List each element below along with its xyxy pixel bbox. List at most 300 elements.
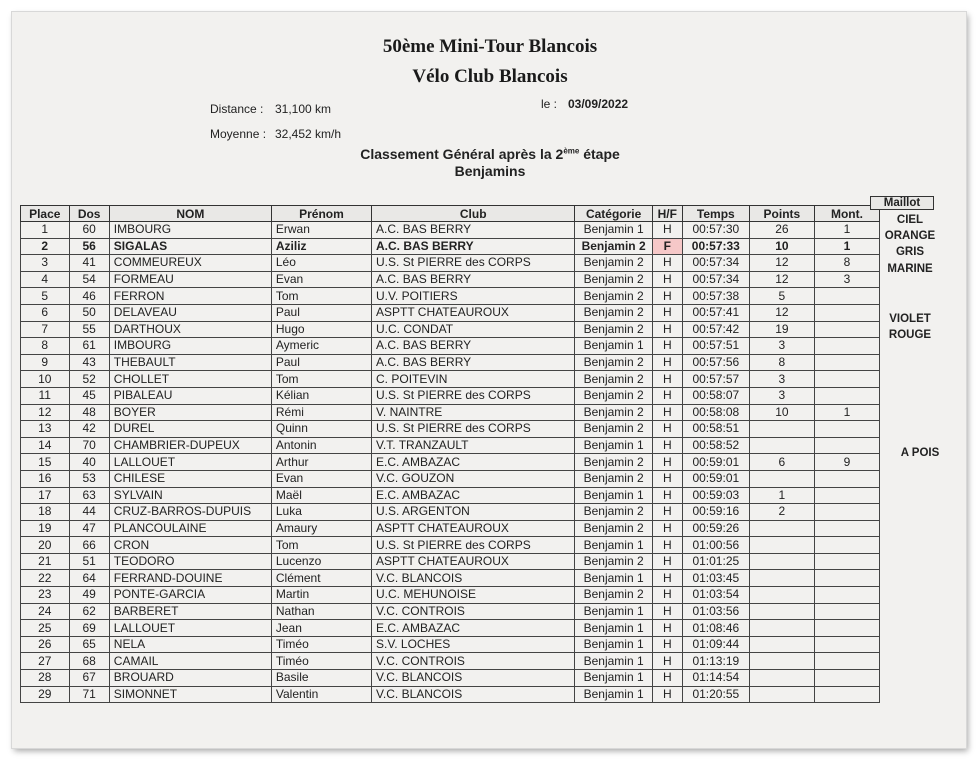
- cell-temps: 00:57:34: [682, 271, 749, 288]
- cell-points: 10: [749, 404, 814, 421]
- maillot-label: MARINE: [887, 263, 933, 275]
- cell-hf: H: [652, 603, 682, 620]
- cell-categorie: Benjamin 2: [575, 404, 652, 421]
- cell-dos: 51: [69, 553, 109, 570]
- cell-categorie: Benjamin 1: [575, 636, 652, 653]
- cell-points: 3: [749, 371, 814, 388]
- cell-temps: 00:58:07: [682, 387, 749, 404]
- table-row: [21, 653, 880, 670]
- cell-points: 12: [749, 304, 814, 321]
- cell-mont: [814, 421, 879, 438]
- cell-points: [749, 437, 814, 454]
- cell-place: 9: [21, 354, 70, 371]
- event-title: 50ème Mini-Tour Blancois: [382, 36, 598, 57]
- cell-categorie: Benjamin 2: [575, 553, 652, 570]
- cell-nom: PLANCOULAINE: [109, 520, 271, 537]
- cell-prenom: Basile: [271, 670, 371, 687]
- cell-hf: H: [652, 520, 682, 537]
- cell-temps: 01:08:46: [682, 620, 749, 637]
- cell-hf: H: [652, 636, 682, 653]
- cell-categorie: Benjamin 2: [575, 371, 652, 388]
- cell-dos: 53: [69, 470, 109, 487]
- date-value: 03/09/2022: [568, 97, 629, 111]
- cell-temps: 01:01:25: [682, 553, 749, 570]
- cell-prenom: Tom: [271, 371, 371, 388]
- cell-prenom: Evan: [271, 470, 371, 487]
- cell-mont: 3: [814, 271, 879, 288]
- cell-temps: 01:03:56: [682, 603, 749, 620]
- cell-place: 19: [21, 520, 70, 537]
- cell-hf: H: [652, 470, 682, 487]
- cell-place: 12: [21, 404, 70, 421]
- cell-prenom: Valentin: [271, 686, 371, 703]
- cell-club: C. POITEVIN: [372, 371, 575, 388]
- table-row: [21, 570, 880, 587]
- cell-prenom: Amaury: [271, 520, 371, 537]
- cell-mont: [814, 520, 879, 537]
- cell-nom: CAMAIL: [109, 653, 271, 670]
- table-row: [21, 255, 880, 272]
- cell-mont: 1: [814, 404, 879, 421]
- cell-club: V.C. GOUZON: [372, 470, 575, 487]
- cell-mont: 8: [814, 255, 879, 272]
- cell-categorie: Benjamin 2: [575, 354, 652, 371]
- maillot-label: A POIS: [900, 447, 940, 459]
- club-title: Vélo Club Blancois: [412, 66, 568, 87]
- cell-nom: LALLOUET: [109, 620, 271, 637]
- maillot-label: CIEL: [896, 214, 924, 226]
- cell-place: 8: [21, 338, 70, 355]
- cell-nom: CRUZ-BARROS-DUPUIS: [109, 504, 271, 521]
- cell-nom: SIMONNET: [109, 686, 271, 703]
- cell-prenom: Lucenzo: [271, 553, 371, 570]
- cell-nom: BARBERET: [109, 603, 271, 620]
- cell-temps: 00:59:01: [682, 470, 749, 487]
- cell-categorie: Benjamin 1: [575, 487, 652, 504]
- cell-points: 12: [749, 255, 814, 272]
- cell-mont: [814, 371, 879, 388]
- table-row: [21, 437, 880, 454]
- cell-temps: 00:57:57: [682, 371, 749, 388]
- table-row: [21, 304, 880, 321]
- maillot-label: VIOLET: [889, 313, 931, 325]
- cell-nom: CHOLLET: [109, 371, 271, 388]
- cell-temps: 00:59:01: [682, 454, 749, 471]
- cell-temps: 00:57:42: [682, 321, 749, 338]
- col-dos: Dos: [69, 206, 109, 222]
- cell-temps: 00:57:56: [682, 354, 749, 371]
- cell-place: 4: [21, 271, 70, 288]
- cell-prenom: Clément: [271, 570, 371, 587]
- cell-categorie: Benjamin 1: [575, 653, 652, 670]
- maillot-label: ROUGE: [888, 329, 932, 341]
- cell-categorie: Benjamin 2: [575, 321, 652, 338]
- cell-points: 3: [749, 338, 814, 355]
- cell-club: U.C. CONDAT: [372, 321, 575, 338]
- cell-prenom: Erwan: [271, 222, 371, 239]
- cell-hf: H: [652, 304, 682, 321]
- maillot-label: GRIS: [895, 246, 925, 258]
- cell-nom: SIGALAS: [109, 238, 271, 255]
- cell-points: [749, 653, 814, 670]
- table-row: [21, 288, 880, 305]
- cell-place: 1: [21, 222, 70, 239]
- cell-place: 23: [21, 587, 70, 604]
- cell-temps: 01:20:55: [682, 686, 749, 703]
- cell-categorie: Benjamin 2: [575, 421, 652, 438]
- table-row: [21, 470, 880, 487]
- col-temps: Temps: [682, 206, 749, 222]
- cell-points: 10: [749, 238, 814, 255]
- cell-nom: THEBAULT: [109, 354, 271, 371]
- cell-place: 13: [21, 421, 70, 438]
- cell-hf: H: [652, 670, 682, 687]
- cell-club: E.C. AMBAZAC: [372, 454, 575, 471]
- cell-categorie: Benjamin 2: [575, 304, 652, 321]
- col-points: Points: [749, 206, 814, 222]
- cell-nom: BROUARD: [109, 670, 271, 687]
- header-row: [21, 206, 880, 222]
- cell-hf: H: [652, 437, 682, 454]
- col-mont: Mont.: [814, 206, 879, 222]
- cell-temps: 00:57:33: [682, 238, 749, 255]
- cell-mont: 9: [814, 454, 879, 471]
- cell-categorie: Benjamin 1: [575, 537, 652, 554]
- cell-place: 17: [21, 487, 70, 504]
- cell-nom: TEODORO: [109, 553, 271, 570]
- cell-dos: 47: [69, 520, 109, 537]
- cell-nom: DELAVEAU: [109, 304, 271, 321]
- table-row: [21, 354, 880, 371]
- cell-points: 3: [749, 387, 814, 404]
- cell-place: 6: [21, 304, 70, 321]
- cell-hf: H: [652, 587, 682, 604]
- cell-prenom: Rémi: [271, 404, 371, 421]
- cell-hf: H: [652, 653, 682, 670]
- cell-club: A.C. BAS BERRY: [372, 238, 575, 255]
- cell-prenom: Aymeric: [271, 338, 371, 355]
- cell-temps: 01:14:54: [682, 670, 749, 687]
- table-row: [21, 421, 880, 438]
- cell-place: 27: [21, 653, 70, 670]
- cell-place: 28: [21, 670, 70, 687]
- date-label: le :: [541, 97, 558, 111]
- cell-dos: 68: [69, 653, 109, 670]
- cell-points: [749, 520, 814, 537]
- cell-mont: [814, 387, 879, 404]
- cell-temps: 01:13:19: [682, 653, 749, 670]
- cell-mont: [814, 570, 879, 587]
- cell-place: 16: [21, 470, 70, 487]
- cell-club: U.S. St PIERRE des CORPS: [372, 421, 575, 438]
- cell-dos: 65: [69, 636, 109, 653]
- table-row: [21, 587, 880, 604]
- cell-categorie: Benjamin 1: [575, 338, 652, 355]
- cell-prenom: Luka: [271, 504, 371, 521]
- cell-nom: DARTHOUX: [109, 321, 271, 338]
- cell-temps: 01:03:54: [682, 587, 749, 604]
- cell-nom: LALLOUET: [109, 454, 271, 471]
- cell-club: ASPTT CHATEAUROUX: [372, 520, 575, 537]
- cell-prenom: Tom: [271, 537, 371, 554]
- table-row: [21, 520, 880, 537]
- cell-hf: H: [652, 570, 682, 587]
- cell-dos: 55: [69, 321, 109, 338]
- table-row: [21, 553, 880, 570]
- cell-dos: 71: [69, 686, 109, 703]
- table-row: [21, 271, 880, 288]
- cell-nom: PIBALEAU: [109, 387, 271, 404]
- cell-points: [749, 636, 814, 653]
- cell-temps: 00:59:26: [682, 520, 749, 537]
- cell-mont: [814, 354, 879, 371]
- cell-points: [749, 686, 814, 703]
- cell-hf: H: [652, 454, 682, 471]
- cell-hf: H: [652, 421, 682, 438]
- cell-categorie: Benjamin 1: [575, 437, 652, 454]
- table-row: [21, 620, 880, 637]
- cell-prenom: Léo: [271, 255, 371, 272]
- col-nom: NOM: [109, 206, 271, 222]
- cell-mont: [814, 504, 879, 521]
- distance-value: 31,100 km: [275, 102, 332, 116]
- cell-prenom: Kélian: [271, 387, 371, 404]
- cell-mont: [814, 537, 879, 554]
- cell-mont: [814, 603, 879, 620]
- cell-club: S.V. LOCHES: [372, 636, 575, 653]
- table-row: [21, 537, 880, 554]
- cell-hf: H: [652, 620, 682, 637]
- cell-dos: 43: [69, 354, 109, 371]
- cell-club: A.C. BAS BERRY: [372, 271, 575, 288]
- cell-dos: 63: [69, 487, 109, 504]
- cell-prenom: Arthur: [271, 454, 371, 471]
- cell-nom: FORMEAU: [109, 271, 271, 288]
- cell-nom: CRON: [109, 537, 271, 554]
- cell-dos: 46: [69, 288, 109, 305]
- table-row: [21, 222, 880, 239]
- cell-club: V.T. TRANZAULT: [372, 437, 575, 454]
- cell-temps: 00:57:38: [682, 288, 749, 305]
- cell-dos: 42: [69, 421, 109, 438]
- cell-temps: 01:03:45: [682, 570, 749, 587]
- table-row: [21, 504, 880, 521]
- cell-club: U.S. St PIERRE des CORPS: [372, 537, 575, 554]
- cell-temps: 00:57:30: [682, 222, 749, 239]
- cell-place: 11: [21, 387, 70, 404]
- table-row: [21, 404, 880, 421]
- cell-nom: COMMEUREUX: [109, 255, 271, 272]
- cell-prenom: Maël: [271, 487, 371, 504]
- cell-prenom: Nathan: [271, 603, 371, 620]
- cell-prenom: Evan: [271, 271, 371, 288]
- cell-dos: 45: [69, 387, 109, 404]
- cell-hf: H: [652, 404, 682, 421]
- cell-mont: [814, 288, 879, 305]
- cell-prenom: Martin: [271, 587, 371, 604]
- cell-hf: H: [652, 387, 682, 404]
- cell-prenom: Timéo: [271, 636, 371, 653]
- cell-points: [749, 620, 814, 637]
- cell-points: [749, 603, 814, 620]
- cell-place: 7: [21, 321, 70, 338]
- cell-nom: SYLVAIN: [109, 487, 271, 504]
- cell-temps: 00:58:08: [682, 404, 749, 421]
- cell-hf: H: [652, 222, 682, 239]
- cell-mont: [814, 587, 879, 604]
- cell-categorie: Benjamin 2: [575, 587, 652, 604]
- cell-points: 1: [749, 487, 814, 504]
- col-prenom: Prénom: [271, 206, 371, 222]
- cell-place: 26: [21, 636, 70, 653]
- cell-dos: 67: [69, 670, 109, 687]
- category-heading: Benjamins: [454, 163, 526, 179]
- cell-points: [749, 537, 814, 554]
- cell-dos: 52: [69, 371, 109, 388]
- cell-prenom: Jean: [271, 620, 371, 637]
- cell-dos: 44: [69, 504, 109, 521]
- cell-nom: FERRAND-DOUINE: [109, 570, 271, 587]
- cell-categorie: Benjamin 2: [575, 520, 652, 537]
- distance-label: Distance :: [210, 102, 264, 116]
- cell-club: V.C. CONTROIS: [372, 653, 575, 670]
- cell-place: 3: [21, 255, 70, 272]
- cell-categorie: Benjamin 2: [575, 504, 652, 521]
- cell-place: 25: [21, 620, 70, 637]
- cell-points: [749, 670, 814, 687]
- cell-mont: [814, 653, 879, 670]
- table-row: [21, 636, 880, 653]
- cell-dos: 64: [69, 570, 109, 587]
- cell-nom: BOYER: [109, 404, 271, 421]
- cell-prenom: Paul: [271, 354, 371, 371]
- cell-club: U.S. St PIERRE des CORPS: [372, 387, 575, 404]
- cell-club: V.C. BLANCOIS: [372, 570, 575, 587]
- table-row: [21, 487, 880, 504]
- cell-hf: H: [652, 686, 682, 703]
- cell-club: V.C. CONTROIS: [372, 603, 575, 620]
- cell-hf: H: [652, 338, 682, 355]
- cell-place: 14: [21, 437, 70, 454]
- cell-points: 26: [749, 222, 814, 239]
- cell-dos: 70: [69, 437, 109, 454]
- col-place: Place: [21, 206, 70, 222]
- cell-prenom: Quinn: [271, 421, 371, 438]
- table-row: [21, 454, 880, 471]
- cell-points: [749, 553, 814, 570]
- cell-place: 22: [21, 570, 70, 587]
- cell-points: 19: [749, 321, 814, 338]
- cell-points: [749, 470, 814, 487]
- cell-club: E.C. AMBAZAC: [372, 620, 575, 637]
- cell-mont: [814, 670, 879, 687]
- cell-place: 2: [21, 238, 70, 255]
- cell-nom: PONTE-GARCIA: [109, 587, 271, 604]
- moyenne-label: Moyenne :: [210, 127, 267, 141]
- col-hf: H/F: [652, 206, 682, 222]
- cell-prenom: Antonin: [271, 437, 371, 454]
- cell-mont: [814, 487, 879, 504]
- cell-temps: 00:59:03: [682, 487, 749, 504]
- cell-temps: 01:00:56: [682, 537, 749, 554]
- cell-club: A.C. BAS BERRY: [372, 222, 575, 239]
- cell-hf: H: [652, 553, 682, 570]
- cell-categorie: Benjamin 1: [575, 222, 652, 239]
- classement-heading: Classement Général après la 2ème étape: [360, 146, 620, 162]
- cell-mont: 1: [814, 238, 879, 255]
- cell-hf: H: [652, 321, 682, 338]
- cell-place: 21: [21, 553, 70, 570]
- table-row: [21, 238, 880, 255]
- table-row: [21, 338, 880, 355]
- cell-club: E.C. AMBAZAC: [372, 487, 575, 504]
- cell-categorie: Benjamin 1: [575, 670, 652, 687]
- cell-temps: 00:57:41: [682, 304, 749, 321]
- col-club: Club: [372, 206, 575, 222]
- cell-club: V. NAINTRE: [372, 404, 575, 421]
- cell-prenom: Tom: [271, 288, 371, 305]
- cell-club: ASPTT CHATEAUROUX: [372, 553, 575, 570]
- cell-place: 29: [21, 686, 70, 703]
- cell-categorie: Benjamin 1: [575, 570, 652, 587]
- cell-categorie: Benjamin 2: [575, 470, 652, 487]
- cell-prenom: Hugo: [271, 321, 371, 338]
- cell-temps: 00:57:34: [682, 255, 749, 272]
- cell-mont: [814, 620, 879, 637]
- col-maillot: Maillot: [870, 196, 934, 210]
- cell-dos: 50: [69, 304, 109, 321]
- cell-hf: H: [652, 271, 682, 288]
- table-row: [21, 371, 880, 388]
- cell-dos: 66: [69, 537, 109, 554]
- cell-club: U.V. POITIERS: [372, 288, 575, 305]
- cell-dos: 69: [69, 620, 109, 637]
- cell-place: 10: [21, 371, 70, 388]
- cell-dos: 62: [69, 603, 109, 620]
- cell-nom: CHILESE: [109, 470, 271, 487]
- cell-place: 15: [21, 454, 70, 471]
- cell-hf: H: [652, 371, 682, 388]
- cell-place: 18: [21, 504, 70, 521]
- cell-mont: [814, 553, 879, 570]
- cell-club: U.S. St PIERRE des CORPS: [372, 255, 575, 272]
- cell-nom: IMBOURG: [109, 338, 271, 355]
- table-row: [21, 603, 880, 620]
- cell-dos: 60: [69, 222, 109, 239]
- cell-hf: H: [652, 504, 682, 521]
- cell-temps: 00:58:51: [682, 421, 749, 438]
- cell-club: U.C. MEHUNOISE: [372, 587, 575, 604]
- col-categorie: Catégorie: [575, 206, 652, 222]
- cell-place: 20: [21, 537, 70, 554]
- cell-nom: NELA: [109, 636, 271, 653]
- cell-categorie: Benjamin 1: [575, 686, 652, 703]
- moyenne-value: 32,452 km/h: [275, 127, 342, 141]
- cell-hf: H: [652, 354, 682, 371]
- cell-dos: 54: [69, 271, 109, 288]
- cell-temps: 01:09:44: [682, 636, 749, 653]
- cell-club: A.C. BAS BERRY: [372, 338, 575, 355]
- cell-dos: 48: [69, 404, 109, 421]
- cell-temps: 00:59:16: [682, 504, 749, 521]
- cell-categorie: Benjamin 1: [575, 603, 652, 620]
- cell-points: [749, 421, 814, 438]
- cell-hf: F: [652, 238, 682, 255]
- cell-points: [749, 570, 814, 587]
- cell-prenom: Paul: [271, 304, 371, 321]
- results-table: [20, 205, 880, 703]
- cell-place: 24: [21, 603, 70, 620]
